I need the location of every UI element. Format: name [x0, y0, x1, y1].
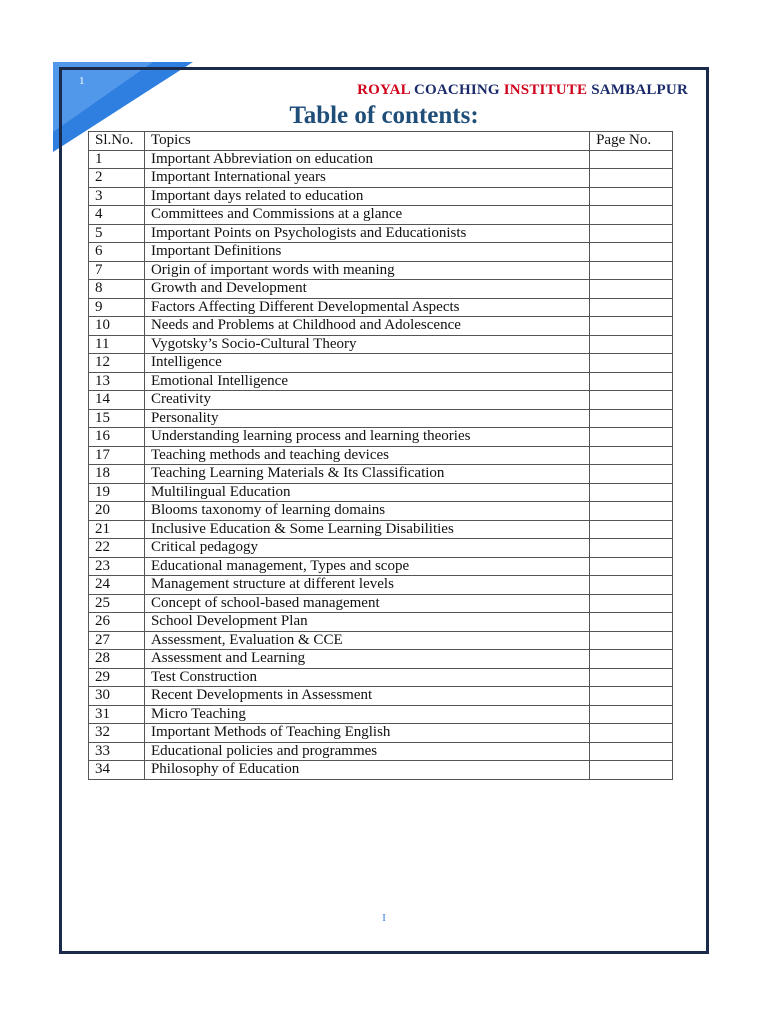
- table-row: [89, 335, 673, 354]
- cell-sl-no: 16: [89, 428, 145, 447]
- header-page-no: Page No.: [590, 132, 673, 151]
- cell-topic: Origin of important words with meaning: [144, 261, 589, 280]
- cell-topic: Inclusive Education & Some Learning Disabilities: [144, 520, 589, 539]
- cell-topic: Emotional Intelligence: [144, 372, 589, 391]
- table-row: [89, 687, 673, 706]
- cell-sl-no: 13: [89, 372, 145, 391]
- cell-page-no: [590, 576, 673, 595]
- header-topics: Topics: [144, 132, 589, 151]
- cell-topic: Vygotsky’s Socio-Cultural Theory: [144, 335, 589, 354]
- cell-sl-no: 3: [89, 187, 145, 206]
- cell-topic: School Development Plan: [144, 613, 589, 632]
- cell-topic: Important Methods of Teaching English: [144, 724, 589, 743]
- cell-page-no: [590, 298, 673, 317]
- cell-sl-no: 10: [89, 317, 145, 336]
- table-row: [89, 483, 673, 502]
- cell-topic: Philosophy of Education: [144, 761, 589, 780]
- corner-page-number: 1: [79, 75, 85, 87]
- cell-sl-no: 15: [89, 409, 145, 428]
- table-row: [89, 539, 673, 558]
- cell-topic: Blooms taxonomy of learning domains: [144, 502, 589, 521]
- cell-sl-no: 26: [89, 613, 145, 632]
- cell-sl-no: 1: [89, 150, 145, 169]
- cell-page-no: [590, 520, 673, 539]
- cell-sl-no: 7: [89, 261, 145, 280]
- cell-sl-no: 25: [89, 594, 145, 613]
- cell-page-no: [590, 631, 673, 650]
- cell-page-no: [590, 335, 673, 354]
- cell-topic: Committees and Commissions at a glance: [144, 206, 589, 225]
- institute-header: [357, 82, 688, 99]
- cell-page-no: [590, 594, 673, 613]
- cell-topic: Intelligence: [144, 354, 589, 373]
- table-row: [89, 742, 673, 761]
- cell-sl-no: 20: [89, 502, 145, 521]
- cell-sl-no: 24: [89, 576, 145, 595]
- cell-page-no: [590, 150, 673, 169]
- cell-sl-no: 9: [89, 298, 145, 317]
- cell-sl-no: 14: [89, 391, 145, 410]
- table-row: [89, 391, 673, 410]
- table-row: [89, 631, 673, 650]
- cell-page-no: [590, 169, 673, 188]
- header-word-royal: ROYAL: [357, 82, 411, 98]
- cell-sl-no: 2: [89, 169, 145, 188]
- cell-topic: Important Points on Psychologists and Educationists: [144, 224, 589, 243]
- cell-page-no: [590, 761, 673, 780]
- cell-sl-no: 29: [89, 668, 145, 687]
- cell-topic: Important International years: [144, 169, 589, 188]
- cell-topic: Factors Affecting Different Developmental Aspects: [144, 298, 589, 317]
- table-row: [89, 187, 673, 206]
- cell-sl-no: 33: [89, 742, 145, 761]
- cell-topic: Important days related to education: [144, 187, 589, 206]
- cell-topic: Understanding learning process and learning theories: [144, 428, 589, 447]
- table-row: [89, 428, 673, 447]
- cell-sl-no: 34: [89, 761, 145, 780]
- cell-sl-no: 5: [89, 224, 145, 243]
- cell-sl-no: 22: [89, 539, 145, 558]
- cell-topic: Teaching methods and teaching devices: [144, 446, 589, 465]
- cell-topic: Critical pedagogy: [144, 539, 589, 558]
- header-word-sambalpur: SAMBALPUR: [591, 82, 688, 98]
- cell-topic: Multilingual Education: [144, 483, 589, 502]
- table-row: [89, 705, 673, 724]
- table-row: [89, 243, 673, 262]
- table-row: [89, 298, 673, 317]
- header-sl-no: Sl.No.: [89, 132, 145, 151]
- cell-page-no: [590, 224, 673, 243]
- cell-topic: Important Definitions: [144, 243, 589, 262]
- cell-page-no: [590, 465, 673, 484]
- cell-page-no: [590, 409, 673, 428]
- cell-page-no: [590, 539, 673, 558]
- cell-page-no: [590, 687, 673, 706]
- cell-page-no: [590, 317, 673, 336]
- table-row: [89, 261, 673, 280]
- table-row: [89, 761, 673, 780]
- cell-topic: Test Construction: [144, 668, 589, 687]
- cell-topic: Needs and Problems at Childhood and Adolescence: [144, 317, 589, 336]
- cell-page-no: [590, 280, 673, 299]
- cell-page-no: [590, 206, 673, 225]
- cell-page-no: [590, 243, 673, 262]
- cell-topic: Management structure at different levels: [144, 576, 589, 595]
- table-header-row: [89, 132, 673, 151]
- table-row: [89, 317, 673, 336]
- table-row: [89, 668, 673, 687]
- cell-topic: Teaching Learning Materials & Its Classification: [144, 465, 589, 484]
- cell-topic: Concept of school-based management: [144, 594, 589, 613]
- table-row: [89, 520, 673, 539]
- cell-page-no: [590, 428, 673, 447]
- table-row: [89, 465, 673, 484]
- table-row: [89, 372, 673, 391]
- cell-sl-no: 19: [89, 483, 145, 502]
- cell-topic: Creativity: [144, 391, 589, 410]
- table-row: [89, 150, 673, 169]
- table-row: [89, 280, 673, 299]
- cell-topic: Educational policies and programmes: [144, 742, 589, 761]
- page-title: Table of contents:: [289, 102, 479, 129]
- cell-page-no: [590, 391, 673, 410]
- contents-table: [88, 131, 673, 780]
- cell-topic: Assessment, Evaluation & CCE: [144, 631, 589, 650]
- cell-page-no: [590, 724, 673, 743]
- cell-sl-no: 12: [89, 354, 145, 373]
- cell-sl-no: 4: [89, 206, 145, 225]
- table-row: [89, 594, 673, 613]
- cell-page-no: [590, 372, 673, 391]
- footer-page-number: I: [382, 913, 386, 924]
- cell-sl-no: 8: [89, 280, 145, 299]
- cell-topic: Recent Developments in Assessment: [144, 687, 589, 706]
- cell-sl-no: 21: [89, 520, 145, 539]
- cell-page-no: [590, 705, 673, 724]
- cell-topic: Personality: [144, 409, 589, 428]
- cell-page-no: [590, 742, 673, 761]
- table-row: [89, 650, 673, 669]
- header-word-coaching: COACHING: [413, 82, 500, 98]
- cell-sl-no: 23: [89, 557, 145, 576]
- table-row: [89, 724, 673, 743]
- cell-topic: Micro Teaching: [144, 705, 589, 724]
- table-row: [89, 557, 673, 576]
- cell-sl-no: 28: [89, 650, 145, 669]
- cell-page-no: [590, 557, 673, 576]
- cell-page-no: [590, 668, 673, 687]
- table-row: [89, 576, 673, 595]
- table-row: [89, 613, 673, 632]
- cell-page-no: [590, 261, 673, 280]
- header-word-institute: INSTITUTE: [503, 82, 588, 98]
- cell-topic: Assessment and Learning: [144, 650, 589, 669]
- cell-topic: Important Abbreviation on education: [144, 150, 589, 169]
- cell-page-no: [590, 354, 673, 373]
- cell-sl-no: 30: [89, 687, 145, 706]
- cell-sl-no: 31: [89, 705, 145, 724]
- cell-sl-no: 11: [89, 335, 145, 354]
- cell-sl-no: 6: [89, 243, 145, 262]
- table-row: [89, 409, 673, 428]
- table-row: [89, 169, 673, 188]
- table-row: [89, 354, 673, 373]
- cell-page-no: [590, 187, 673, 206]
- cell-page-no: [590, 483, 673, 502]
- cell-sl-no: 32: [89, 724, 145, 743]
- cell-page-no: [590, 613, 673, 632]
- table-body: [89, 150, 673, 779]
- cell-sl-no: 27: [89, 631, 145, 650]
- table-row: [89, 502, 673, 521]
- table-row: [89, 446, 673, 465]
- table-row: [89, 224, 673, 243]
- cell-page-no: [590, 650, 673, 669]
- cell-page-no: [590, 446, 673, 465]
- cell-topic: Educational management, Types and scope: [144, 557, 589, 576]
- cell-sl-no: 17: [89, 446, 145, 465]
- cell-page-no: [590, 502, 673, 521]
- cell-sl-no: 18: [89, 465, 145, 484]
- table-row: [89, 206, 673, 225]
- cell-topic: Growth and Development: [144, 280, 589, 299]
